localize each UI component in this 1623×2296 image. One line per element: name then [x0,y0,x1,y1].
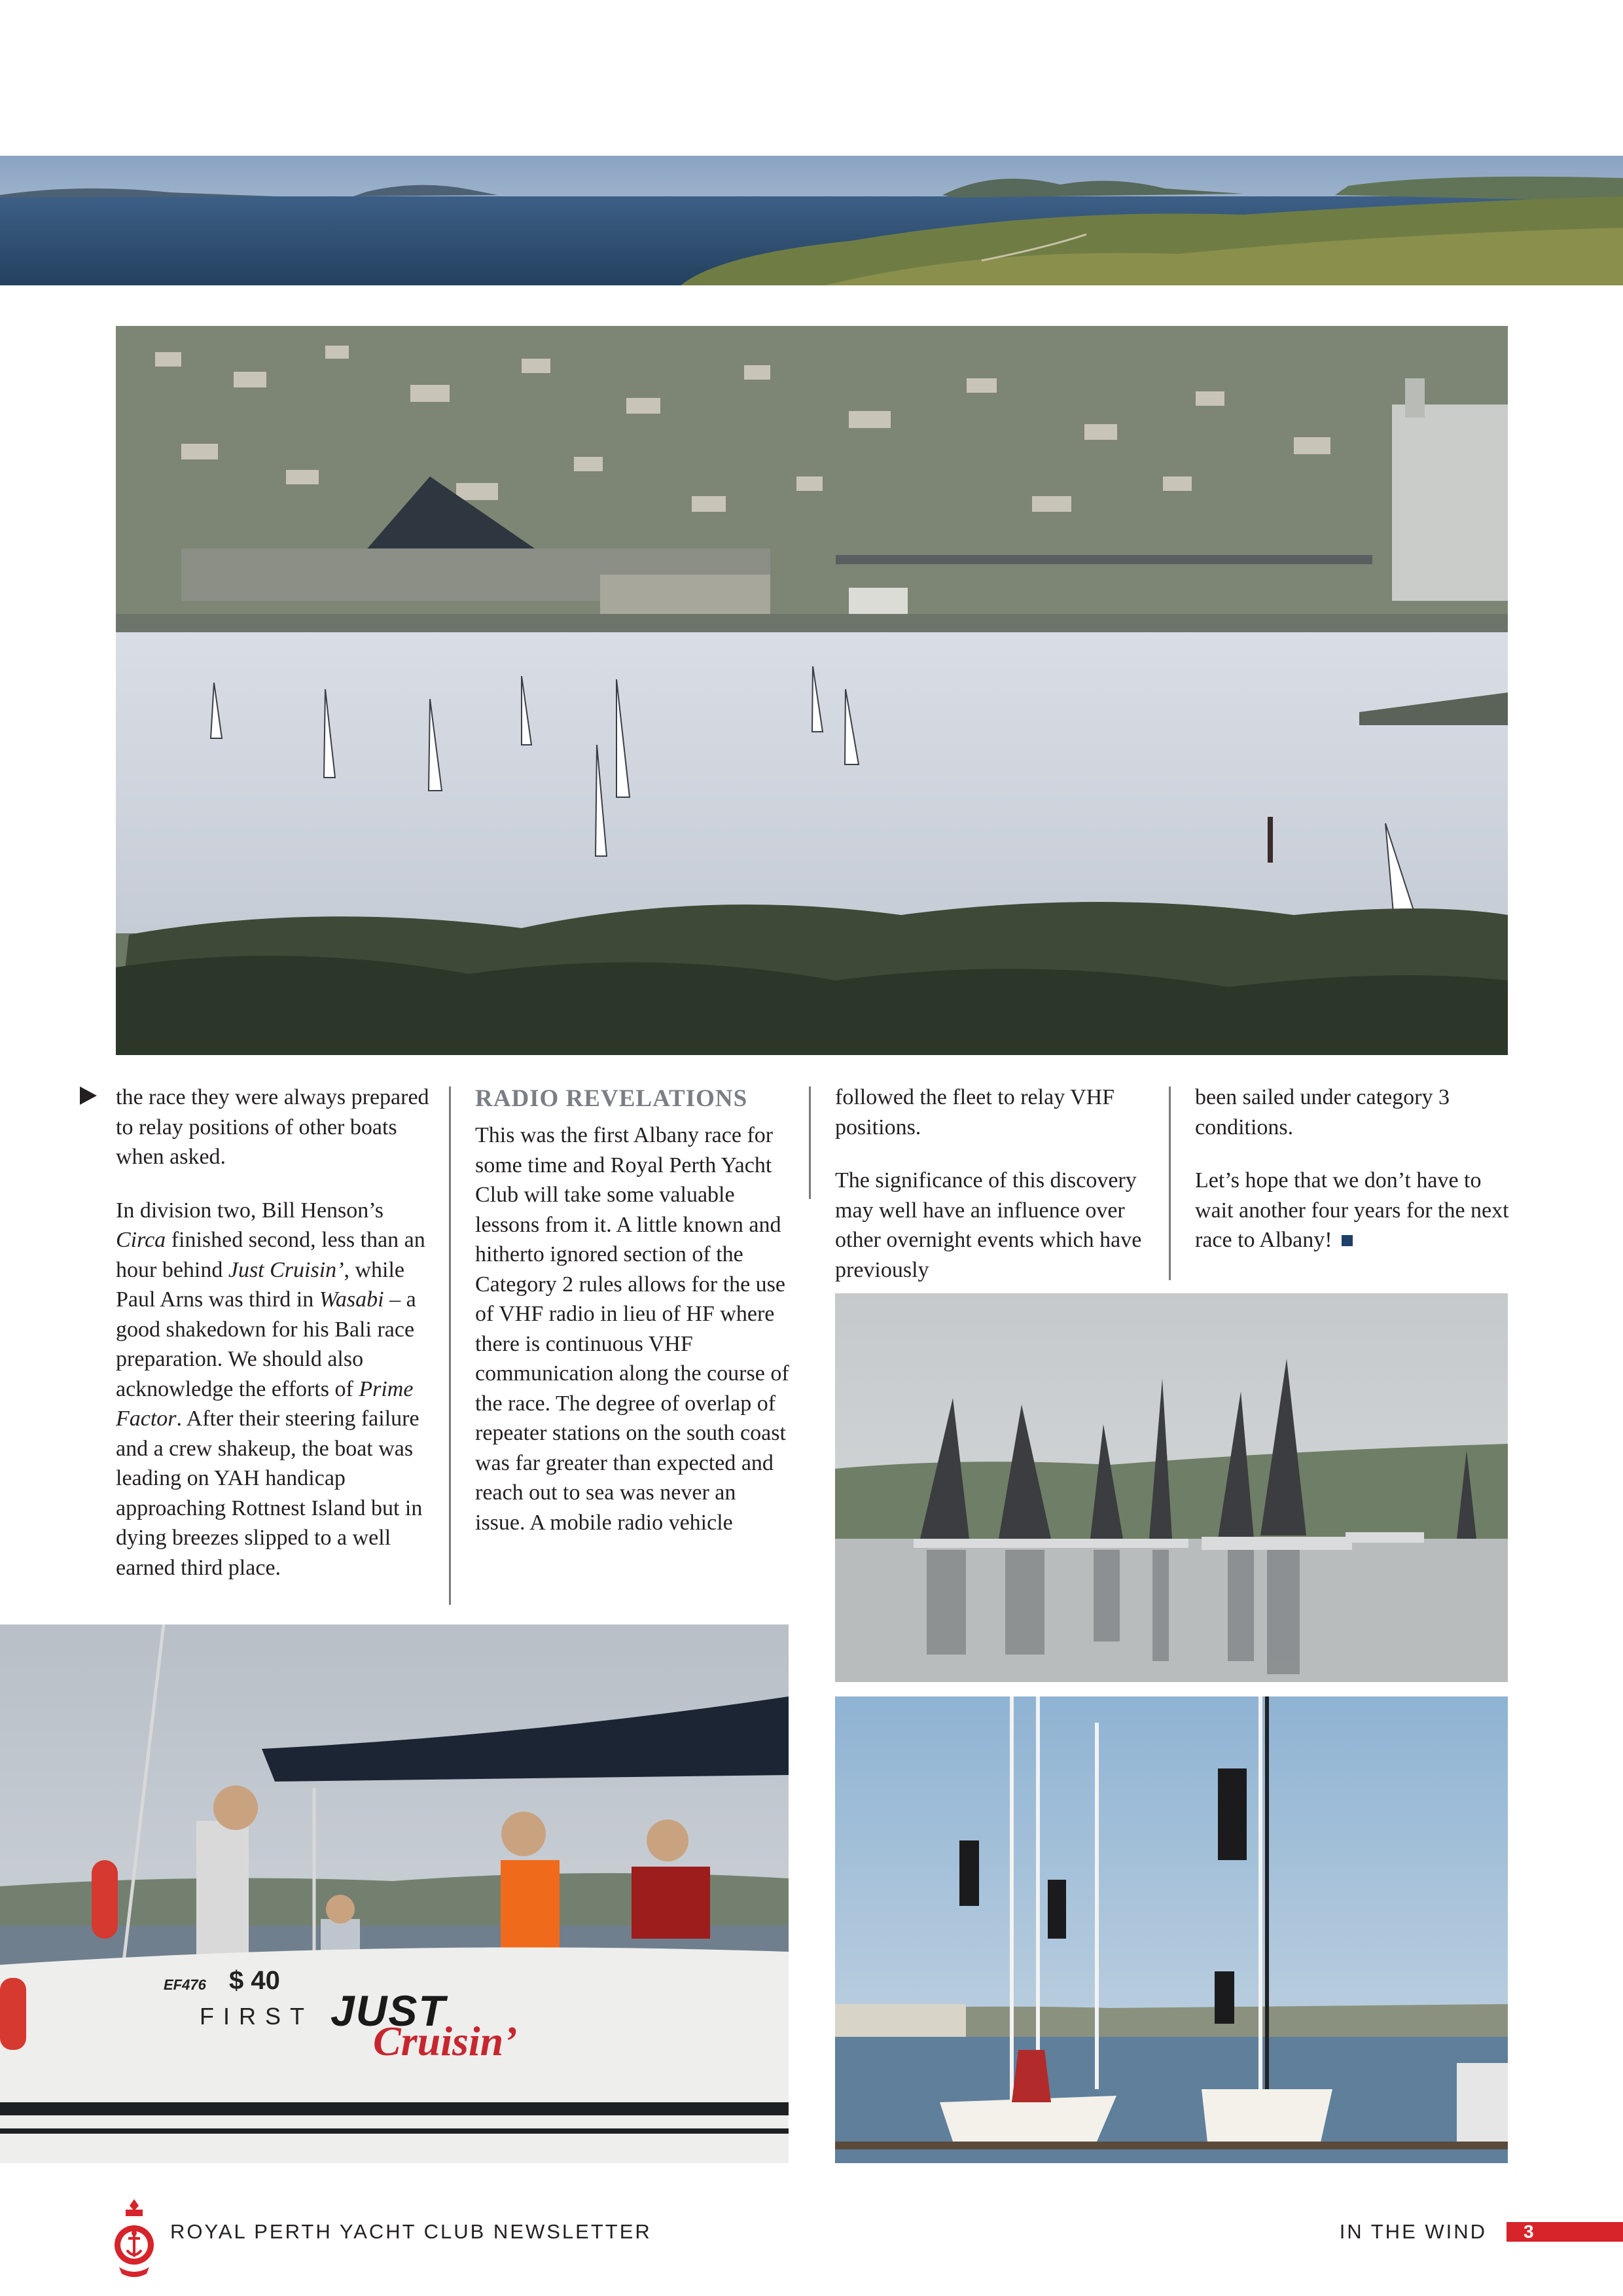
col1-paragraph-2: In division two, Bill Henson’s Circa finished second, less than an hour behind Just Cruisin’, while Paul Arns was third in Wasabi – a good shakedown for his Bali race preparation. We should also acknowledge the efforts of Prime Factor. After their steering failure and a crew shakeup, the boat was leading on YAH handicap approaching Rottnest Island but in dying breezes slipped to a well earned third place. [116,1198,425,1580]
boat-name-prime-factor: Prime Factor [116,1376,414,1431]
hull-name-script: Cruisin’ [373,2018,518,2064]
yacht-fleet-photo [835,1293,1508,1682]
boat-name-wasabi: Wasabi [319,1287,384,1312]
newsletter-title: ROYAL PERTH YACHT CLUB NEWSLETTER [170,2220,652,2243]
header-panorama-photo [0,156,1623,285]
triangle-arrow-icon [80,1086,97,1105]
end-square-icon [1342,1235,1353,1246]
marina-masts-photo [835,1696,1508,2163]
article-column-2 [475,1083,789,1537]
boat-name-just-cruisin: Just Cruisin’ [228,1257,344,1282]
article-column-3 [835,1083,1149,1285]
just-cruisin-crew-photo [0,1624,789,2163]
hull-name-main: JUST [330,1986,446,2035]
col3-paragraph-2: The significance of this discovery may well have an influence over other overnight events which have previously [835,1168,1142,1282]
footer-right [1340,2219,1623,2245]
col1-paragraph-1: the race they were always prepared to relay positions of other boats when asked. [116,1085,429,1169]
section-name: IN THE WIND [1339,2220,1487,2243]
hull-model-prefix: $ 40 [229,1966,280,1995]
column-divider-2 [809,1086,811,1199]
hull-model-word: FIRST [200,2003,313,2030]
crest-anchor-icon [113,2197,156,2280]
hull-sail-number: EF476 [164,1977,206,1993]
column-divider-3 [1169,1086,1171,1280]
col4-paragraph-1: been sailed under category 3 conditions. [1195,1085,1450,1139]
column-divider-1 [449,1086,451,1605]
article-column-1 [116,1083,433,1583]
footer-left [113,2212,652,2251]
section-heading: RADIO REVELATIONS [475,1085,748,1112]
col2-paragraph-1: This was the first Albany race for some time and Royal Perth Yacht Club will take some valuable lessons from it. A little known and hitherto ignored section of the Category 2 rules allows for the use of VHF radio in lieu of HF where there is continuous VHF communication along the course of the race. The degree of overlap of repeater stations on the south coast was far greater than expected and reach out to sea was never an issue. A mobile radio vehicle [475,1123,789,1535]
boat-name-circa: Circa [116,1228,166,1252]
article-column-4 [1195,1083,1509,1255]
harbour-yachts-photo [116,326,1508,1055]
page-number-bar [1507,2222,1623,2242]
col4-paragraph-2: Let’s hope that we don’t have to wait another four years for the next race to Albany! [1195,1168,1509,1252]
col3-paragraph-1: followed the fleet to relay VHF positions. [835,1085,1115,1139]
page-number: 3 [1524,2221,1534,2242]
